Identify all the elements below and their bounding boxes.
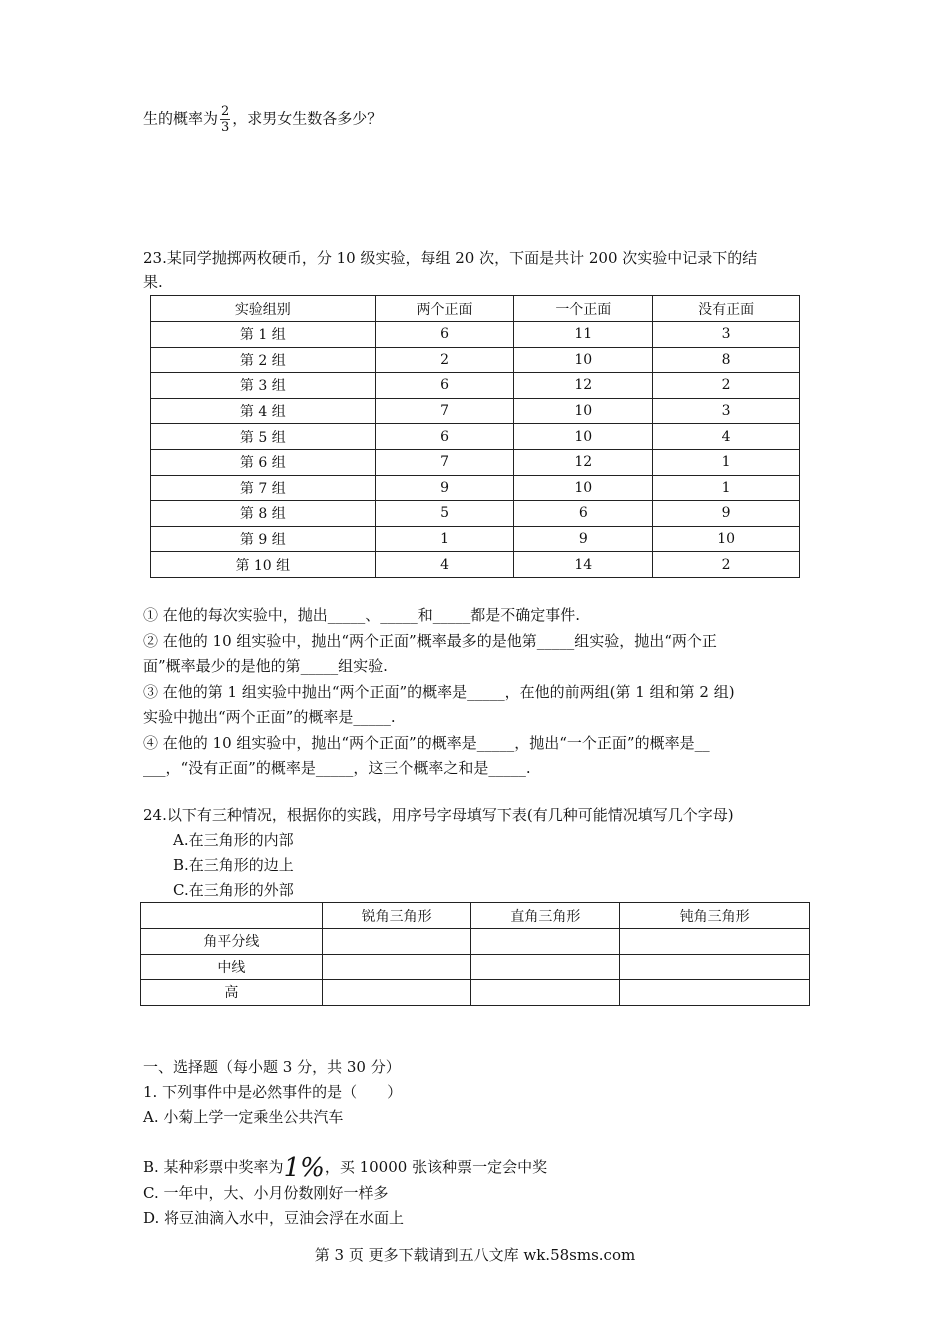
table-header-row xyxy=(141,903,810,929)
table-cell: 2 xyxy=(375,347,514,373)
table-cell: 12 xyxy=(514,373,653,399)
table-header: 锐角三角形 xyxy=(322,903,471,929)
table-cell: 4 xyxy=(375,552,514,578)
table-header: 实验组别 xyxy=(151,296,376,322)
table-cell: 1 xyxy=(375,526,514,552)
q23-sub3-line2: 实验中抛出“两个正面”的概率是_____. xyxy=(143,708,396,726)
table-cell: 10 xyxy=(514,347,653,373)
table-header: 没有正面 xyxy=(653,296,800,322)
section-title: 一、选择题（每小题 3 分，共 30 分） xyxy=(143,1058,401,1076)
triangle-lines-table xyxy=(140,902,810,1006)
table-row xyxy=(151,526,800,552)
table-cell: 第 8 组 xyxy=(151,501,376,527)
answer-cell[interactable] xyxy=(322,929,471,955)
table-row xyxy=(151,501,800,527)
table-cell: 中线 xyxy=(141,954,323,980)
table-cell: 10 xyxy=(514,398,653,424)
table-header: 钝角三角形 xyxy=(620,903,810,929)
table-row xyxy=(151,373,800,399)
table-cell: 1 xyxy=(653,449,800,475)
table-row xyxy=(141,954,810,980)
table-cell: 第 10 组 xyxy=(151,552,376,578)
table-row xyxy=(151,424,800,450)
answer-cell[interactable] xyxy=(322,980,471,1006)
fraction-denominator: 3 xyxy=(221,120,230,135)
q24-option-c: C.在三角形的外部 xyxy=(173,881,294,899)
table-cell: 6 xyxy=(375,373,514,399)
q24-option-a: A.在三角形的内部 xyxy=(173,831,294,849)
q23-stem-line2: 果. xyxy=(143,273,163,291)
q23-sub1: ① 在他的每次实验中，抛出_____、_____和_____都是不确定事件. xyxy=(143,606,581,624)
table-header: 直角三角形 xyxy=(471,903,620,929)
q23-sub2-line1: ② 在他的 10 组实验中，抛出“两个正面”概率最多的是他第_____组实验，抛出“两个正 xyxy=(143,632,717,650)
table-cell: 10 xyxy=(514,475,653,501)
fraction-numerator: 2 xyxy=(221,104,230,119)
intro-text: 生的概率为 xyxy=(143,109,219,128)
table-cell: 第 3 组 xyxy=(151,373,376,399)
table-cell: 第 6 组 xyxy=(151,449,376,475)
table-cell: 7 xyxy=(375,398,514,424)
table-cell: 2 xyxy=(653,552,800,578)
q1-option-b xyxy=(143,1153,548,1183)
table-row xyxy=(151,552,800,578)
table-header: 一个正面 xyxy=(514,296,653,322)
table-row xyxy=(141,929,810,955)
answer-cell[interactable] xyxy=(620,954,810,980)
answer-cell[interactable] xyxy=(471,954,620,980)
table-cell: 6 xyxy=(375,322,514,348)
table-cell: 9 xyxy=(653,501,800,527)
table-cell: 6 xyxy=(514,501,653,527)
table-cell: 5 xyxy=(375,501,514,527)
table-row xyxy=(141,980,810,1006)
table-row xyxy=(151,322,800,348)
table-cell: 9 xyxy=(375,475,514,501)
answer-cell[interactable] xyxy=(322,954,471,980)
page-footer: 第 3 页 更多下载请到五八文库 wk.58sms.com xyxy=(314,1246,636,1264)
answer-cell[interactable] xyxy=(620,980,810,1006)
table-cell: 第 2 组 xyxy=(151,347,376,373)
table-row xyxy=(151,347,800,373)
table-cell: 8 xyxy=(653,347,800,373)
q1-stem: 1. 下列事件中是必然事件的是（ ） xyxy=(143,1083,403,1101)
table-cell: 第 4 组 xyxy=(151,398,376,424)
table-row xyxy=(151,449,800,475)
intro-line xyxy=(143,104,382,135)
table-cell: 1 xyxy=(653,475,800,501)
q23-sub4-line2: ___，“没有正面”的概率是_____，这三个概率之和是_____. xyxy=(143,759,531,777)
table-cell: 14 xyxy=(514,552,653,578)
q1-option-a: A. 小菊上学一定乘坐公共汽车 xyxy=(143,1108,344,1126)
table-cell: 11 xyxy=(514,322,653,348)
table-cell: 3 xyxy=(653,322,800,348)
option-b-text-end: ，买 10000 张该种票一定会中奖 xyxy=(324,1158,548,1176)
table-cell: 高 xyxy=(141,980,323,1006)
table-cell: 第 5 组 xyxy=(151,424,376,450)
table-header xyxy=(141,903,323,929)
q23-stem-line1: 23.某同学抛掷两枚硬币，分 10 级实验，每组 20 次，下面是共计 200 次实验中记录下的结 xyxy=(143,249,758,267)
fraction xyxy=(220,104,230,135)
answer-cell[interactable] xyxy=(471,980,620,1006)
table-header-row xyxy=(151,296,800,322)
q23-sub2-line2: 面”概率最少的是他的第_____组实验. xyxy=(143,657,388,675)
table-cell: 6 xyxy=(375,424,514,450)
table-row xyxy=(151,398,800,424)
table-cell: 第 1 组 xyxy=(151,322,376,348)
q24-stem: 24.以下有三种情况，根据你的实践，用序号字母填写下表(有几种可能情况填写几个字母) xyxy=(143,806,734,824)
table-cell: 10 xyxy=(653,526,800,552)
table-cell: 4 xyxy=(653,424,800,450)
percent-value: 1% xyxy=(283,1153,325,1183)
q1-option-d: D. 将豆油滴入水中，豆油会浮在水面上 xyxy=(143,1209,405,1227)
answer-cell[interactable] xyxy=(471,929,620,955)
table-cell: 角平分线 xyxy=(141,929,323,955)
table-header: 两个正面 xyxy=(375,296,514,322)
table-cell: 10 xyxy=(514,424,653,450)
coin-results-table xyxy=(150,295,800,578)
table-cell: 12 xyxy=(514,449,653,475)
table-cell: 3 xyxy=(653,398,800,424)
table-cell: 9 xyxy=(514,526,653,552)
table-cell: 第 7 组 xyxy=(151,475,376,501)
table-cell: 第 9 组 xyxy=(151,526,376,552)
q23-sub3-line1: ③ 在他的第 1 组实验中抛出“两个正面”的概率是_____，在他的前两组(第 1 组和第 2 组) xyxy=(143,683,735,701)
q1-option-c: C. 一年中，大、小月份数刚好一样多 xyxy=(143,1184,389,1202)
answer-cell[interactable] xyxy=(620,929,810,955)
table-cell: 7 xyxy=(375,449,514,475)
intro-text-end: ，求男女生数各多少？ xyxy=(232,109,383,128)
q23-sub4-line1: ④ 在他的 10 组实验中，抛出“两个正面”的概率是_____，抛出“一个正面”的概率是__ xyxy=(143,734,710,752)
table-row xyxy=(151,475,800,501)
q24-option-b: B.在三角形的边上 xyxy=(173,856,294,874)
option-b-text: B. 某种彩票中奖率为 xyxy=(143,1158,284,1176)
table-cell: 2 xyxy=(653,373,800,399)
